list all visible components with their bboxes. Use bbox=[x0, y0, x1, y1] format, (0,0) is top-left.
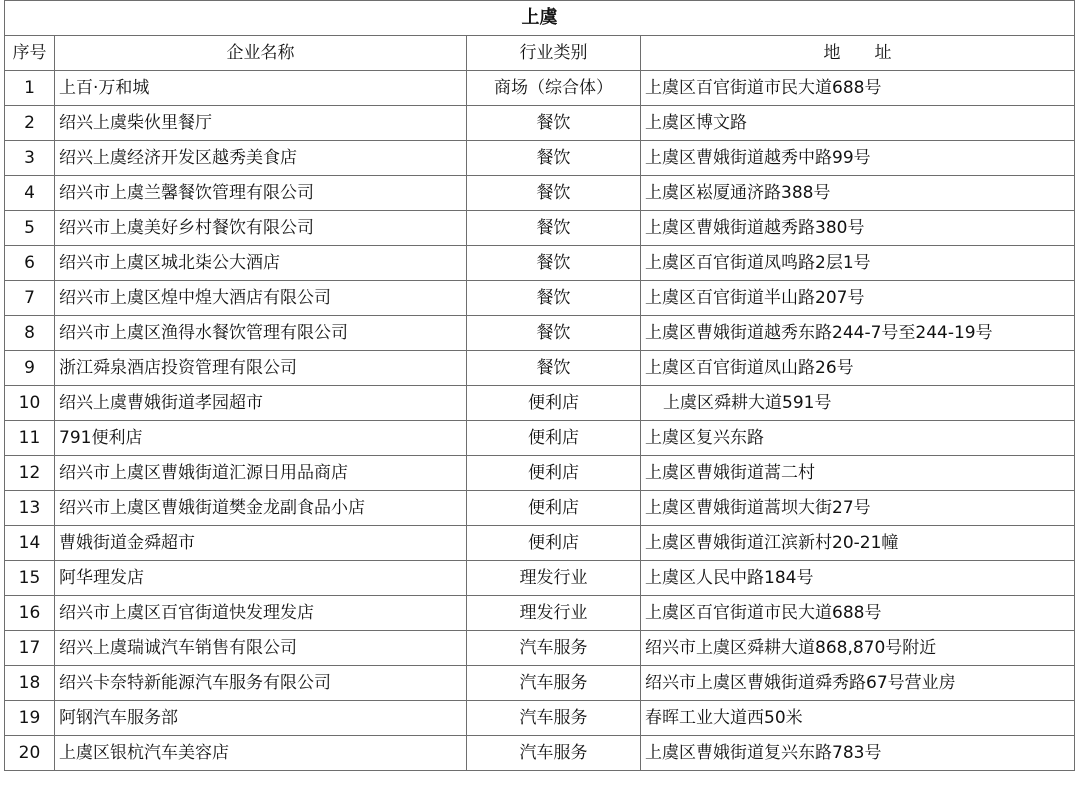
header-index: 序号 bbox=[5, 36, 55, 71]
row-index-cell: 3 bbox=[5, 141, 55, 176]
company-name-cell: 绍兴市上虞兰馨餐饮管理有限公司 bbox=[55, 176, 467, 211]
industry-type-cell: 餐饮 bbox=[467, 316, 641, 351]
industry-type-cell: 便利店 bbox=[467, 421, 641, 456]
company-name-cell: 绍兴市上虞区曹娥街道汇源日用品商店 bbox=[55, 456, 467, 491]
company-name-cell: 绍兴卡奈特新能源汽车服务有限公司 bbox=[55, 666, 467, 701]
industry-type-cell: 餐饮 bbox=[467, 351, 641, 386]
address-cell: 上虞区曹娥街道蒿坝大街27号 bbox=[641, 491, 1075, 526]
address-cell: 绍兴市上虞区曹娥街道舜秀路67号营业房 bbox=[641, 666, 1075, 701]
row-index-cell: 5 bbox=[5, 211, 55, 246]
industry-type-cell: 汽车服务 bbox=[467, 631, 641, 666]
table-body bbox=[5, 71, 1075, 771]
row-index-cell: 8 bbox=[5, 316, 55, 351]
table-row bbox=[5, 106, 1075, 141]
company-name-cell: 绍兴市上虞区曹娥街道樊金龙副食品小店 bbox=[55, 491, 467, 526]
table-row bbox=[5, 736, 1075, 771]
row-index-cell: 6 bbox=[5, 246, 55, 281]
company-name-cell: 绍兴市上虞区煌中煌大酒店有限公司 bbox=[55, 281, 467, 316]
table-row bbox=[5, 491, 1075, 526]
company-name-cell: 绍兴上虞曹娥街道孝园超市 bbox=[55, 386, 467, 421]
industry-type-cell: 汽车服务 bbox=[467, 701, 641, 736]
address-cell: 上虞区博文路 bbox=[641, 106, 1075, 141]
row-index-cell: 18 bbox=[5, 666, 55, 701]
address-cell: 上虞区曹娥街道越秀东路244-7号至244-19号 bbox=[641, 316, 1075, 351]
row-index-cell: 7 bbox=[5, 281, 55, 316]
address-cell: 上虞区曹娥街道复兴东路783号 bbox=[641, 736, 1075, 771]
table-row bbox=[5, 246, 1075, 281]
industry-type-cell: 理发行业 bbox=[467, 596, 641, 631]
table-row bbox=[5, 666, 1075, 701]
company-name-cell: 绍兴市上虞区渔得水餐饮管理有限公司 bbox=[55, 316, 467, 351]
table-row bbox=[5, 631, 1075, 666]
company-name-cell: 上虞区银杭汽车美容店 bbox=[55, 736, 467, 771]
industry-type-cell: 商场（综合体） bbox=[467, 71, 641, 106]
address-cell: 上虞区百官街道市民大道688号 bbox=[641, 596, 1075, 631]
table-row bbox=[5, 211, 1075, 246]
industry-type-cell: 餐饮 bbox=[467, 211, 641, 246]
header-name: 企业名称 bbox=[55, 36, 467, 71]
title-row bbox=[5, 1, 1075, 36]
row-index-cell: 9 bbox=[5, 351, 55, 386]
row-index-cell: 4 bbox=[5, 176, 55, 211]
table-row bbox=[5, 561, 1075, 596]
table-row bbox=[5, 316, 1075, 351]
header-row bbox=[5, 36, 1075, 71]
table-row bbox=[5, 176, 1075, 211]
header-type: 行业类别 bbox=[467, 36, 641, 71]
industry-type-cell: 理发行业 bbox=[467, 561, 641, 596]
table-title: 上虞 bbox=[5, 1, 1075, 36]
address-cell: 上虞区复兴东路 bbox=[641, 421, 1075, 456]
company-name-cell: 上百·万和城 bbox=[55, 71, 467, 106]
address-cell: 上虞区百官街道凤鸣路2层1号 bbox=[641, 246, 1075, 281]
row-index-cell: 11 bbox=[5, 421, 55, 456]
company-name-cell: 791便利店 bbox=[55, 421, 467, 456]
header-address: 地 址 bbox=[641, 36, 1075, 71]
row-index-cell: 19 bbox=[5, 701, 55, 736]
industry-type-cell: 汽车服务 bbox=[467, 666, 641, 701]
business-table bbox=[4, 0, 1075, 771]
company-name-cell: 绍兴上虞瑞诚汽车销售有限公司 bbox=[55, 631, 467, 666]
table-row bbox=[5, 386, 1075, 421]
address-cell: 上虞区曹娥街道越秀路380号 bbox=[641, 211, 1075, 246]
table-row bbox=[5, 351, 1075, 386]
industry-type-cell: 便利店 bbox=[467, 456, 641, 491]
company-name-cell: 绍兴市上虞区城北柒公大酒店 bbox=[55, 246, 467, 281]
table-row bbox=[5, 281, 1075, 316]
address-cell: 绍兴市上虞区舜耕大道868,870号附近 bbox=[641, 631, 1075, 666]
company-name-cell: 浙江舜泉酒店投资管理有限公司 bbox=[55, 351, 467, 386]
industry-type-cell: 餐饮 bbox=[467, 106, 641, 141]
table-row bbox=[5, 526, 1075, 561]
industry-type-cell: 餐饮 bbox=[467, 246, 641, 281]
company-name-cell: 阿钢汽车服务部 bbox=[55, 701, 467, 736]
industry-type-cell: 便利店 bbox=[467, 491, 641, 526]
address-cell: 上虞区舜耕大道591号 bbox=[641, 386, 1075, 421]
company-name-cell: 绍兴上虞经济开发区越秀美食店 bbox=[55, 141, 467, 176]
table-row bbox=[5, 141, 1075, 176]
industry-type-cell: 餐饮 bbox=[467, 176, 641, 211]
table-row bbox=[5, 421, 1075, 456]
address-cell: 春晖工业大道西50米 bbox=[641, 701, 1075, 736]
row-index-cell: 15 bbox=[5, 561, 55, 596]
address-cell: 上虞区崧厦通济路388号 bbox=[641, 176, 1075, 211]
address-cell: 上虞区人民中路184号 bbox=[641, 561, 1075, 596]
row-index-cell: 14 bbox=[5, 526, 55, 561]
company-name-cell: 曹娥街道金舜超市 bbox=[55, 526, 467, 561]
address-cell: 上虞区百官街道半山路207号 bbox=[641, 281, 1075, 316]
address-cell: 上虞区百官街道市民大道688号 bbox=[641, 71, 1075, 106]
company-name-cell: 绍兴市上虞美好乡村餐饮有限公司 bbox=[55, 211, 467, 246]
industry-type-cell: 便利店 bbox=[467, 526, 641, 561]
address-cell: 上虞区曹娥街道蒿二村 bbox=[641, 456, 1075, 491]
row-index-cell: 17 bbox=[5, 631, 55, 666]
company-name-cell: 绍兴市上虞区百官街道快发理发店 bbox=[55, 596, 467, 631]
row-index-cell: 13 bbox=[5, 491, 55, 526]
company-name-cell: 阿华理发店 bbox=[55, 561, 467, 596]
industry-type-cell: 餐饮 bbox=[467, 141, 641, 176]
row-index-cell: 12 bbox=[5, 456, 55, 491]
industry-type-cell: 便利店 bbox=[467, 386, 641, 421]
industry-type-cell: 汽车服务 bbox=[467, 736, 641, 771]
table-row bbox=[5, 701, 1075, 736]
industry-type-cell: 餐饮 bbox=[467, 281, 641, 316]
address-cell: 上虞区曹娥街道江滨新村20-21幢 bbox=[641, 526, 1075, 561]
address-cell: 上虞区百官街道凤山路26号 bbox=[641, 351, 1075, 386]
row-index-cell: 16 bbox=[5, 596, 55, 631]
row-index-cell: 10 bbox=[5, 386, 55, 421]
table-row bbox=[5, 456, 1075, 491]
company-name-cell: 绍兴上虞柴伙里餐厅 bbox=[55, 106, 467, 141]
row-index-cell: 1 bbox=[5, 71, 55, 106]
table-row bbox=[5, 596, 1075, 631]
row-index-cell: 2 bbox=[5, 106, 55, 141]
table-row bbox=[5, 71, 1075, 106]
address-cell: 上虞区曹娥街道越秀中路99号 bbox=[641, 141, 1075, 176]
row-index-cell: 20 bbox=[5, 736, 55, 771]
